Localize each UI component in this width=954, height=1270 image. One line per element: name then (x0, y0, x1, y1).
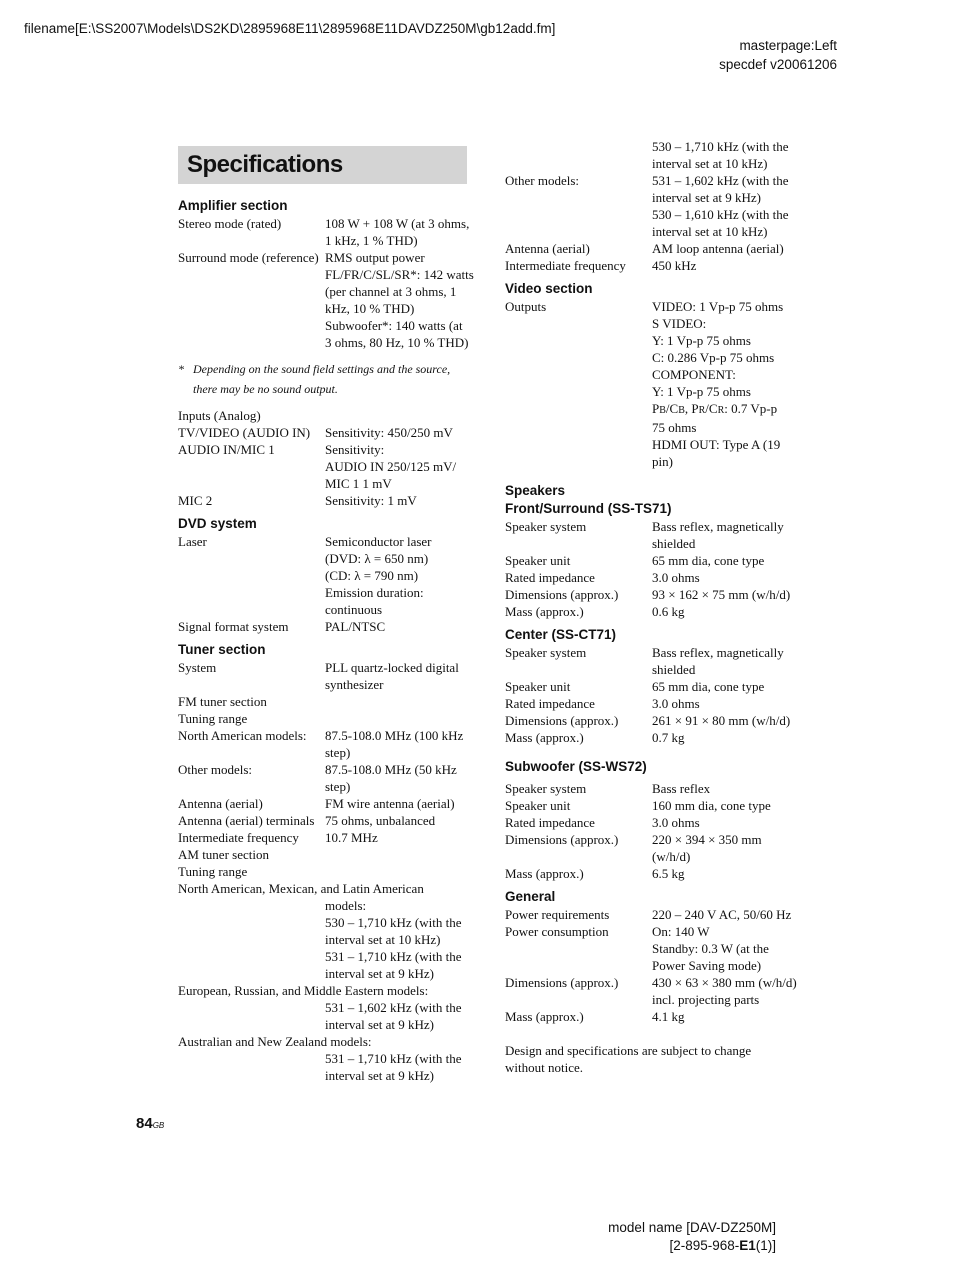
spec-value-line: 530 – 1,610 kHz (with the (652, 207, 789, 222)
cb-letter: /C (665, 401, 679, 416)
page-title-box (178, 146, 467, 184)
spec-value-line: VIDEO: 1 Vp-p 75 ohms (652, 299, 784, 314)
spec-value: PAL/NTSC (325, 619, 386, 634)
spec-value (652, 780, 805, 797)
spec-row (505, 695, 805, 712)
page-number (136, 1115, 164, 1132)
spec-value-line: interval set at 9 kHz) (325, 1017, 435, 1032)
spec-row (505, 974, 805, 1008)
spec-row (178, 533, 478, 618)
spec-value-line: Sensitivity: (325, 442, 385, 457)
spec-key: Antenna (aerial) terminals (178, 813, 315, 828)
footer-code-pre: [2-895-968- (669, 1238, 740, 1253)
spec-value (652, 172, 805, 240)
spec-value (325, 761, 478, 795)
spec-value: FM wire antenna (aerial) (325, 796, 455, 811)
spec-value-line: Y: 1 Vp-p 75 ohms (652, 333, 751, 348)
fm-tuner-label: FM tuner section (178, 694, 267, 709)
spec-value (652, 831, 805, 865)
spec-value-line: 87.5-108.0 MHz (50 kHz (325, 762, 457, 777)
spec-row (505, 831, 805, 865)
spec-value-line: 530 – 1,710 kHz (with the (652, 139, 789, 154)
footer-code (608, 1237, 776, 1255)
spec-value (325, 215, 478, 249)
spec-value-line: 93 × 162 × 75 mm (w/h/d) (652, 587, 791, 602)
pbpr-line (652, 400, 805, 419)
spec-key: Dimensions (approx.) (505, 587, 619, 602)
footer-model: model name [DAV-DZ250M] (608, 1220, 776, 1235)
spec-key: Speaker unit (505, 679, 571, 694)
spec-value-line: S VIDEO: (652, 316, 707, 331)
spec-value-line: On: 140 W (652, 924, 710, 939)
spec-key: Rated impedance (505, 696, 595, 711)
spec-value-line: models: (325, 898, 367, 913)
spec-key: Speaker system (505, 645, 587, 660)
spec-value-line: (CD: λ = 790 nm) (325, 568, 419, 583)
spec-key: Stereo mode (rated) (178, 216, 282, 231)
spec-value-line: shielded (652, 536, 696, 551)
dvd-heading: DVD system (178, 516, 257, 531)
spec-value: AM loop antenna (aerial) (652, 241, 784, 256)
spec-value-line: 3.0 ohms (652, 696, 700, 711)
spec-key: North American models: (178, 728, 307, 743)
spec-value (652, 298, 805, 470)
spec-key: Signal format system (178, 619, 289, 634)
cr-sub: R (717, 405, 725, 416)
header-filename: filename[E:\SS2007\Models\DS2KD\2895968E11\2895968E11DAVDZ250M\gb12add.fm] (24, 21, 556, 36)
general-spec-list (505, 906, 805, 1025)
spec-value: Sensitivity: 1 mV (325, 493, 417, 508)
spec-value (652, 695, 805, 712)
spec-value (652, 814, 805, 831)
spec-value-line: 531 – 1,602 kHz (with the (325, 1000, 462, 1015)
spec-key: MIC 2 (178, 493, 213, 508)
spec-row (505, 729, 805, 746)
spec-value-line: Bass reflex, magnetically (652, 519, 784, 534)
page-number-suffix: GB (152, 1121, 165, 1130)
footer (608, 1219, 776, 1255)
pb-letter: P (652, 401, 660, 416)
center-spec-list (505, 644, 805, 746)
spec-value (652, 906, 805, 923)
spec-value-line: continuous (325, 602, 383, 617)
spec-value (652, 678, 805, 695)
am-tuner-label: AM tuner section (178, 847, 269, 862)
spec-row (505, 1008, 805, 1025)
spec-key: Rated impedance (505, 815, 595, 830)
spec-value-line: interval set at 10 kHz) (325, 932, 441, 947)
spec-key: Laser (178, 534, 207, 549)
header-specdef: specdef v20061206 (719, 57, 837, 72)
page-title: Specifications (187, 151, 343, 178)
spec-key: Power consumption (505, 924, 609, 939)
pr-sub: R (698, 405, 706, 416)
spec-value-line: PLL quartz-locked digital (325, 660, 459, 675)
spec-value (652, 974, 805, 1008)
general-heading: General (505, 889, 556, 904)
spec-value (178, 999, 478, 1033)
spec-value-line: interval set at 9 kHz) (325, 966, 435, 981)
front-spec-list (505, 518, 805, 620)
spec-value (652, 644, 805, 678)
spec-key: Mass (approx.) (505, 730, 584, 745)
spec-row (178, 659, 478, 693)
spec-value-line: Emission duration: (325, 585, 424, 600)
spec-row (178, 441, 478, 492)
spec-value-line: synthesizer (325, 677, 384, 692)
pb-sub: B (659, 405, 666, 416)
spec-key: Rated impedance (505, 570, 595, 585)
spec-row (505, 603, 805, 620)
spec-value-line: (w/h/d) (652, 849, 691, 864)
spec-value (505, 138, 805, 172)
region-label: Australian and New Zealand models: (178, 1034, 372, 1049)
spec-value (652, 586, 805, 603)
spec-row (505, 797, 805, 814)
spec-value-line: HDMI OUT: Type A (19 (652, 437, 781, 452)
spec-value-line: Semiconductor laser (325, 534, 432, 549)
spec-value: 450 kHz (652, 258, 697, 273)
spec-value (652, 865, 805, 882)
spec-value-line: Power Saving mode) (652, 958, 762, 973)
spec-value-line: interval set at 10 kHz) (652, 156, 768, 171)
spec-value (652, 923, 805, 974)
spec-key: Antenna (aerial) (178, 796, 263, 811)
subwoofer-heading: Subwoofer (SS-WS72) (505, 759, 647, 774)
spec-value-line: 108 W + 108 W (at 3 ohms, (325, 216, 470, 231)
tuner-heading: Tuner section (178, 642, 266, 657)
spec-row (505, 712, 805, 729)
spec-value-line: 220 – 240 V AC, 50/60 Hz (652, 907, 792, 922)
spec-value-line: COMPONENT: (652, 367, 736, 382)
spec-row (505, 865, 805, 882)
spec-value-line: 0.7 kg (652, 730, 685, 745)
pr-letter: , P (684, 401, 699, 416)
spec-value-line: 3.0 ohms (652, 815, 700, 830)
region-label: European, Russian, and Middle Eastern models: (178, 983, 429, 998)
spec-value-line: 6.5 kg (652, 866, 685, 881)
spec-row (178, 424, 478, 441)
spec-value (652, 603, 805, 620)
spec-value (325, 533, 478, 618)
spec-value (652, 518, 805, 552)
spec-value-line: Standby: 0.3 W (at the (652, 941, 769, 956)
spec-value: Sensitivity: 450/250 mV (325, 425, 453, 440)
spec-value-line: 75 ohms (652, 420, 697, 435)
spec-value-line: 65 mm dia, cone type (652, 553, 765, 568)
spec-row (505, 678, 805, 695)
speakers-heading: Speakers (505, 483, 566, 498)
spec-value-line: Y: 1 Vp-p 75 ohms (652, 384, 751, 399)
footer-code-bold: E1 (739, 1238, 756, 1253)
spec-value (652, 712, 805, 729)
spec-value-line: 430 × 63 × 380 mm (w/h/d) (652, 975, 797, 990)
spec-key: Speaker system (505, 519, 587, 534)
spec-value (178, 1050, 478, 1084)
spec-row (505, 780, 805, 797)
spec-value (325, 659, 478, 693)
spec-key: TV/VIDEO (AUDIO IN) (178, 425, 311, 440)
header-masterpage-block (719, 36, 837, 74)
left-column (178, 197, 478, 1084)
spec-value (652, 569, 805, 586)
spec-value (652, 1008, 805, 1025)
spec-key: Mass (approx.) (505, 604, 584, 619)
spec-row (505, 172, 805, 240)
spec-key: Dimensions (approx.) (505, 832, 619, 847)
spec-value (325, 441, 478, 492)
page-number-value: 84 (136, 1115, 153, 1132)
spec-row (178, 492, 478, 509)
spec-row (505, 518, 805, 552)
spec-value: 10.7 MHz (325, 830, 378, 845)
cb-sub: B (678, 405, 685, 416)
spec-value-line: 160 mm dia, cone type (652, 798, 771, 813)
spec-row (178, 812, 478, 829)
spec-key: Intermediate frequency (505, 258, 626, 273)
spec-value (652, 729, 805, 746)
cr-letter: /C (705, 401, 718, 416)
spec-value-line: interval set at 9 kHz) (325, 1068, 435, 1083)
spec-key: Mass (approx.) (505, 1009, 584, 1024)
spec-value-line: kHz, 10 % THD) (325, 301, 415, 316)
spec-value-line: 530 – 1,710 kHz (with the (325, 915, 462, 930)
spec-row (505, 644, 805, 678)
spec-row (178, 727, 478, 761)
notice (505, 1042, 805, 1076)
spec-key: Antenna (aerial) (505, 241, 590, 256)
spec-value-line: step) (325, 779, 351, 794)
spec-value (325, 249, 478, 351)
spec-value-line: step) (325, 745, 351, 760)
front-surround-heading: Front/Surround (SS-TS71) (505, 501, 672, 516)
spec-row (505, 923, 805, 974)
notice-line: without notice. (505, 1060, 583, 1075)
spec-key: Dimensions (approx.) (505, 713, 619, 728)
spec-value-line: interval set at 10 kHz) (652, 224, 768, 239)
spec-key: Intermediate frequency (178, 830, 299, 845)
footnote-text (193, 359, 450, 399)
spec-value-line: C: 0.286 Vp-p 75 ohms (652, 350, 775, 365)
spec-value (178, 897, 478, 982)
spec-key: Speaker unit (505, 553, 571, 568)
spec-value (652, 552, 805, 569)
spec-value-line: 0.6 kg (652, 604, 685, 619)
spec-value-line: (per channel at 3 ohms, 1 (325, 284, 457, 299)
spec-value-line: interval set at 9 kHz) (652, 190, 762, 205)
spec-key: Speaker unit (505, 798, 571, 813)
spec-value (325, 727, 478, 761)
spec-key: Mass (approx.) (505, 866, 584, 881)
spec-value-line: 261 × 91 × 80 mm (w/h/d) (652, 713, 791, 728)
header-masterpage: masterpage:Left (739, 38, 837, 53)
spec-key: AUDIO IN/MIC 1 (178, 442, 275, 457)
notice-line: Design and specifications are subject to change (505, 1043, 752, 1058)
footnote-marker: * (178, 362, 184, 376)
spec-value-line: (DVD: λ = 650 nm) (325, 551, 429, 566)
spec-row (178, 618, 478, 635)
spec-value-line: 87.5-108.0 MHz (100 kHz (325, 728, 464, 743)
pbpr-value: : 0.7 Vp-p (724, 401, 778, 416)
spec-value-line: Subwoofer*: 140 watts (at (325, 318, 463, 333)
spec-value-line: 4.1 kg (652, 1009, 685, 1024)
video-heading: Video section (505, 281, 593, 296)
spec-row (178, 215, 478, 249)
spec-value-line: incl. projecting parts (652, 992, 760, 1007)
spec-row (178, 761, 478, 795)
spec-key: Surround mode (reference) (178, 250, 319, 265)
spec-value-line: 531 – 1,602 kHz (with the (652, 173, 789, 188)
spec-value-line: shielded (652, 662, 696, 677)
spec-row (505, 298, 805, 470)
spec-row (505, 257, 805, 274)
spec-value-line: AUDIO IN 250/125 mV/ (325, 459, 457, 474)
spec-row (505, 906, 805, 923)
center-heading: Center (SS-CT71) (505, 627, 617, 642)
spec-value-line: 65 mm dia, cone type (652, 679, 765, 694)
spec-row (178, 249, 478, 351)
footnote (178, 359, 478, 399)
spec-value-line: 3 ohms, 80 Hz, 10 % THD) (325, 335, 469, 350)
footnote-line: there may be no sound output. (193, 382, 338, 396)
spec-value-line: 1 kHz, 1 % THD) (325, 233, 418, 248)
spec-row (505, 586, 805, 603)
spec-value-line: 531 – 1,710 kHz (with the (325, 949, 462, 964)
spec-value-line: pin) (652, 454, 673, 469)
footnote-line: Depending on the sound field settings and the source, (193, 362, 451, 376)
subwoofer-spec-list (505, 780, 805, 882)
spec-value-line: Bass reflex, magnetically (652, 645, 784, 660)
spec-value-line: 3.0 ohms (652, 570, 700, 585)
spec-value-line: 531 – 1,710 kHz (with the (325, 1051, 462, 1066)
spec-key: Other models: (505, 173, 580, 188)
footer-code-post: (1)] (755, 1238, 776, 1253)
spec-value: 75 ohms, unbalanced (325, 813, 436, 828)
region-label: North American, Mexican, and Latin American (178, 881, 424, 896)
spec-row (178, 795, 478, 812)
spec-row (505, 569, 805, 586)
right-column (505, 138, 805, 1076)
spec-row (178, 829, 478, 846)
spec-value-line: 220 × 394 × 350 mm (652, 832, 762, 847)
spec-row (505, 552, 805, 569)
tuning-range-label: Tuning range (178, 864, 248, 879)
amplifier-heading: Amplifier section (178, 198, 288, 213)
spec-key: Power requirements (505, 907, 610, 922)
spec-value-line: FL/FR/C/SL/SR*: 142 watts (325, 267, 474, 282)
spec-key: Outputs (505, 299, 547, 314)
spec-row (505, 240, 805, 257)
spec-key: Speaker system (505, 781, 587, 796)
inputs-label: Inputs (Analog) (178, 408, 261, 423)
spec-value (652, 797, 805, 814)
spec-key: System (178, 660, 217, 675)
spec-key: Other models: (178, 762, 253, 777)
spec-value-line: RMS output power (325, 250, 425, 265)
spec-row (505, 814, 805, 831)
spec-value-line: MIC 1 1 mV (325, 476, 392, 491)
spec-key: Dimensions (approx.) (505, 975, 619, 990)
tuning-range-label: Tuning range (178, 711, 248, 726)
spec-value-line: Bass reflex (652, 781, 711, 796)
